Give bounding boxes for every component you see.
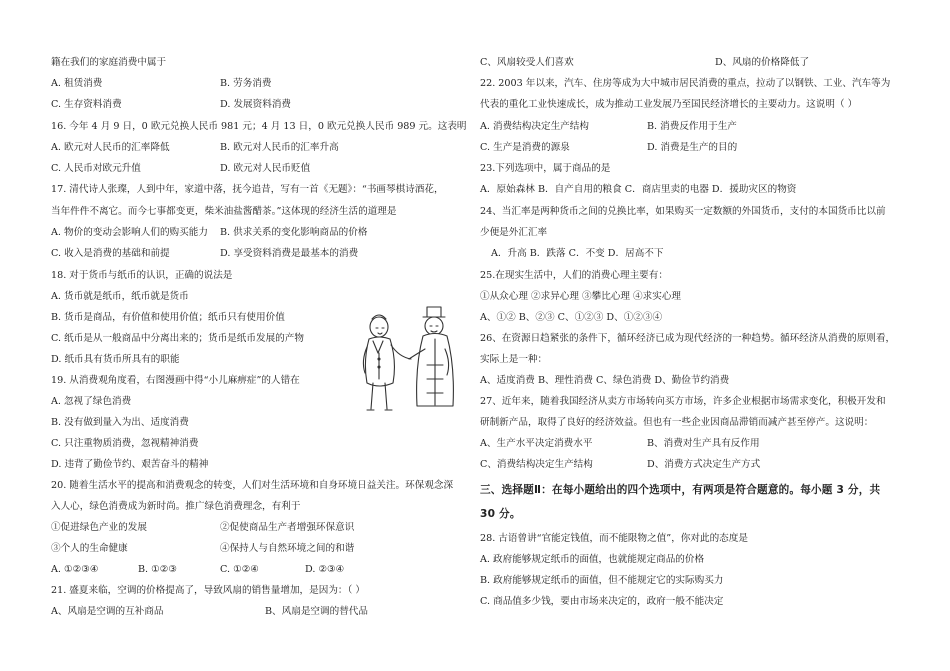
q16-option-b: B. 欧元对人民币的汇率升高 bbox=[220, 142, 339, 153]
q20-option-c: C. ①②④ bbox=[220, 564, 259, 575]
q19-option-a: A. 忽视了绿色消费 bbox=[51, 396, 132, 407]
q16-option-a: A. 欧元对人民币的汇率降低 bbox=[51, 142, 170, 153]
q25-statements: ①从众心理 ②求异心理 ③攀比心理 ④求实心理 bbox=[480, 291, 682, 302]
q17-stem-line2: 当年件件不离它。而今七事都变更，柴米油盐酱醋茶。”这体现的经济生活的道理是 bbox=[51, 206, 397, 217]
q17-option-a: A. 物价的变动会影响人们的购买能力 bbox=[51, 227, 208, 238]
q22-option-b: B. 消费反作用于生产 bbox=[647, 121, 737, 132]
q15-stem-end: 籍在我们的家庭消费中属于 bbox=[51, 57, 167, 68]
q24-options: A．升高 B．跌落 C．不变 D．居高不下 bbox=[491, 248, 664, 259]
q19-option-d: D. 违背了勤俭节约、艰苦奋斗的精神 bbox=[51, 459, 209, 470]
q19-stem: 19. 从消费观角度看，右图漫画中得“小儿麻痹症”的人错在 bbox=[51, 375, 300, 386]
q15-option-a: A. 租赁消费 bbox=[51, 78, 103, 89]
q21-option-a: A、风扇是空调的互补商品 bbox=[51, 606, 164, 617]
section-three-heading-cont: 30 分。 bbox=[480, 508, 521, 520]
q18-option-b: B. 货币是商品，有价值和使用价值；纸币只有使用价值 bbox=[51, 312, 285, 323]
q16-stem: 16. 今年 4 月 9 日，0 欧元兑换人民币 981 元；4 月 13 日，0 欧元兑换人民币 989 元。这表明 bbox=[51, 121, 467, 132]
q28-option-c: C. 商品值多少钱，要由市场来决定的，政府一般不能决定 bbox=[480, 596, 724, 607]
q18-option-d: D. 纸币具有货币所具有的职能 bbox=[51, 354, 180, 365]
q21-option-b: B、风扇是空调的替代品 bbox=[265, 606, 368, 617]
q23-stem: 23.下列选项中，属于商品的是 bbox=[480, 163, 611, 174]
q18-option-c: C. 纸币是从一般商品中分离出来的；货币是纸币发展的产物 bbox=[51, 333, 304, 344]
q28-stem: 28. 古语曾讲“官能定钱值，而不能限物之值”，你对此的态度是 bbox=[480, 533, 748, 544]
q16-option-d: D. 欧元对人民币贬值 bbox=[220, 163, 311, 174]
q17-option-b: B. 供求关系的变化影响商品的价格 bbox=[220, 227, 368, 238]
q25-options: A、①② B、②③ C、①②③ D、①②③④ bbox=[480, 312, 663, 323]
q20-statement-1: ①促进绿色产业的发展 bbox=[51, 522, 147, 533]
q27-option-b: B、消费对生产具有反作用 bbox=[647, 438, 760, 449]
q15-option-c: C. 生存资料消费 bbox=[51, 99, 122, 110]
q19-option-b: B. 没有做到量入为出、适度消费 bbox=[51, 417, 189, 428]
q27-stem-line2: 研制新产品，取得了良好的经济效益。但也有一些企业因商品滞销而减产甚至停产。这说明： bbox=[480, 417, 874, 428]
q20-stem-line2: 入人心，绿色消费成为新时尚。推广绿色消费理念，有利于 bbox=[51, 501, 301, 512]
q27-option-d: D、消费方式决定生产方式 bbox=[647, 459, 761, 470]
q22-stem-line1: 22. 2003 年以来，汽车、住房等成为大中城市居民消费的重点，拉动了以钢铁、工业、汽车等为 bbox=[480, 78, 891, 89]
q21-option-d: D、风扇的价格降低了 bbox=[715, 57, 810, 68]
q28-option-b: B. 政府能够规定纸币的面值，但不能规定它的实际购买力 bbox=[480, 575, 724, 586]
q22-stem-line2: 代表的重化工业快速成长，成为推动工业发展乃至国民经济增长的主要动力。这说明（ ） bbox=[480, 99, 858, 110]
q27-option-a: A、生产水平决定消费水平 bbox=[480, 438, 593, 449]
q20-stem-line1: 20. 随着生活水平的提高和消费观念的转变，人们对生活环境和自身环境日益关注。环保观念深 bbox=[51, 480, 454, 491]
q22-option-a: A. 消费结构决定生产结构 bbox=[480, 121, 589, 132]
q21-stem: 21. 盛夏来临，空调的价格提高了，导致风扇的销售量增加，是因为：（ ） bbox=[51, 585, 365, 596]
q17-option-d: D. 享受资料消费是最基本的消费 bbox=[220, 248, 359, 259]
q15-option-b: B. 劳务消费 bbox=[220, 78, 272, 89]
q25-stem: 25.在现实生活中，人们的消费心理主要有： bbox=[480, 270, 668, 281]
q27-stem-line1: 27、近年来，随着我国经济从卖方市场转向买方市场，许多企业根据市场需求变化，积极开发和 bbox=[480, 396, 886, 407]
q18-stem: 18. 对于货币与纸币的认识，正确的说法是 bbox=[51, 270, 233, 281]
q24-stem-line1: 24、当汇率是两种货币之间的兑换比率，如果购买一定数额的外国货币，支付的本国货币比以前 bbox=[480, 206, 886, 217]
q20-option-b: B. ①②③ bbox=[138, 564, 177, 575]
q20-option-d: D. ②③④ bbox=[305, 564, 345, 575]
q15-option-d: D. 发展资料消费 bbox=[220, 99, 292, 110]
q17-option-c: C. 收入是消费的基础和前提 bbox=[51, 248, 170, 259]
q26-stem-line1: 26、在资源日趋紧张的条件下，循环经济已成为现代经济的一种趋势。循环经济从消费的原则看， bbox=[480, 333, 896, 344]
section-three-heading: 三、选择题Ⅱ：在每小题给出的四个选项中，有两项是符合题意的。每小题 3 分，共 bbox=[480, 484, 881, 496]
q23-options: A．原始森林 B．自产自用的粮食 C．商店里卖的电器 D．援助灾区的物资 bbox=[480, 184, 797, 195]
consumption-cartoon bbox=[357, 305, 457, 421]
q22-option-d: D. 消费是生产的目的 bbox=[647, 142, 738, 153]
q20-statement-2: ②促使商品生产者增强环保意识 bbox=[220, 522, 355, 533]
q17-stem-line1: 17. 清代诗人张璨，人到中年，家道中落，抚今追昔，写有一首《无题》：“书画琴棋诗酒花， bbox=[51, 184, 444, 195]
q26-stem-line2: 实际上是一种： bbox=[480, 354, 548, 365]
q26-options: A、适度消费 B、理性消费 C、绿色消费 D、勤俭节约消费 bbox=[480, 375, 730, 386]
q20-option-a: A. ①②③④ bbox=[51, 564, 99, 575]
q20-statement-4: ④保持人与自然环境之间的和谐 bbox=[220, 543, 355, 554]
q18-option-a: A. 货币就是纸币，纸币就是货币 bbox=[51, 291, 189, 302]
q16-option-c: C. 人民币对欧元升值 bbox=[51, 163, 141, 174]
q22-option-c: C. 生产是消费的源泉 bbox=[480, 142, 570, 153]
q24-stem-line2: 少便是外汇汇率 bbox=[480, 227, 548, 238]
q19-option-c: C. 只注重物质消费，忽视精神消费 bbox=[51, 438, 199, 449]
q27-option-c: C、消费结构决定生产结构 bbox=[480, 459, 593, 470]
q28-option-a: A. 政府能够规定纸币的面值，也就能规定商品的价格 bbox=[480, 554, 705, 565]
q20-statement-3: ③个人的生命健康 bbox=[51, 543, 128, 554]
q21-option-c: C、风扇较受人们喜欢 bbox=[480, 57, 574, 68]
